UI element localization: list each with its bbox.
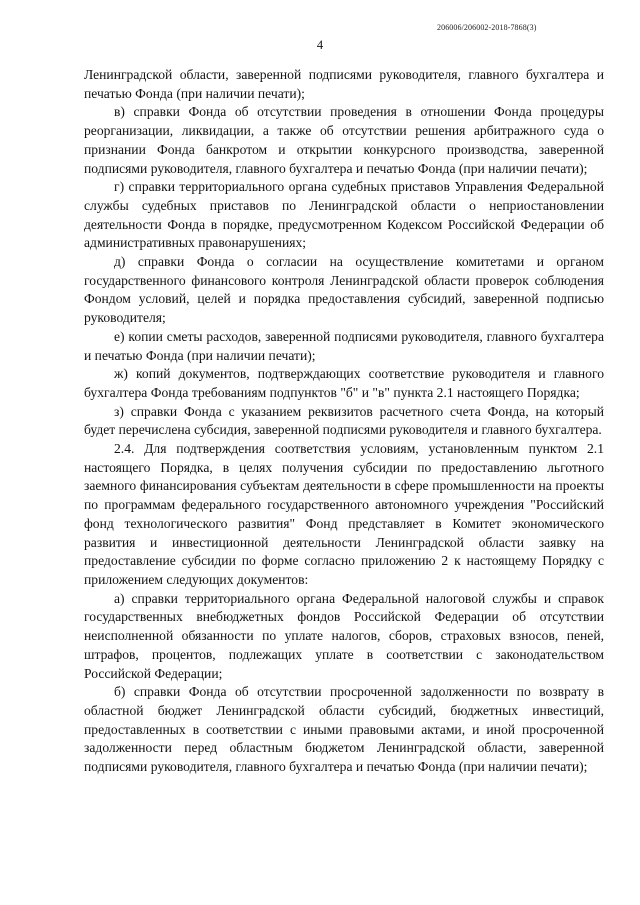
paragraph-item-v: в) справки Фонда об отсутствии проведения в отношении Фонда процедуры реорганизации, ликвидации, а также об отсутствии решения арбитражного суда о признании Фонда банкротом и открытии конкурсного производства, заверенной подписями руководителя, главного бухгалтера и печатью Фонда (при наличии печати);	[84, 104, 604, 176]
paragraph-item-d: д) справки Фонда о согласии на осуществление комитетами и органом государственного финансового контроля Ленинградской области проверок соблюдения Фондом условий, целей и порядка предоставления субсидий, заверенной подписью руководителя;	[84, 254, 604, 326]
paragraph-continuation: Ленинградской области, заверенной подписями руководителя, главного бухгалтера и печатью Фонда (при наличии печати);	[84, 67, 604, 101]
paragraph-item-g: г) справки территориального органа судебных приставов Управления Федеральной службы судебных приставов по Ленинградской области о неприостановлении деятельности Фонда в порядке, предусмотренном Кодексом Российской Федерации об административных правонарушениях;	[84, 179, 604, 251]
paragraph-item-z: з) справки Фонда с указанием реквизитов расчетного счета Фонда, на который будет перечислена субсидия, заверенной подписями руководителя и главного бухгалтера.	[84, 403, 604, 438]
paragraph-item-zh: ж) копий документов, подтверждающих соответствие руководителя и главного бухгалтера Фонда требованиям подпунктов "б" и "в" пункта 2.1 настоящего Порядка;	[84, 366, 604, 400]
paragraph-item-a: а) справки территориального органа Федеральной налоговой службы и справок государственных внебюджетных фондов Российской Федерации об отсутствии неисполненной обязанности по уплате налогов, сборов, страховых взносов, пеней, штрафов, процентов, подлежащих уплате в соответствии с законодательством Российской Федерации;	[84, 590, 604, 681]
document-body	[84, 66, 604, 777]
page-number: 4	[316, 38, 324, 52]
document-id: 206006/206002-2018-7868(3)	[437, 23, 537, 32]
paragraph-item-e: е) копии сметы расходов, заверенной подписями руководителя, главного бухгалтера и печатью Фонда (при наличии печати);	[84, 328, 604, 363]
paragraph-section-2-4: 2.4. Для подтверждения соответствия условиям, установленным пунктом 2.1 настоящего Порядка, в целях получения субсидии по предоставлению льготного заемного финансирования субъектам деятельности в сфере промышленности на проекты по программам федерального государственного автономного учреждения "Российский фонд технологического развития" Фонд представляет в Комитет экономического развития и инвестиционной деятельности Ленинградской области заявку на предоставление субсидии по форме согласно приложению 2 к настоящему Порядку с приложением следующих документов:	[84, 441, 604, 587]
paragraph-item-b: б) справки Фонда об отсутствии просроченной задолженности по возврату в областной бюджет Ленинградской области субсидий, бюджетных инвестиций, предоставленных в соответствии с иными правовыми актами, и иной просроченной задолженности перед областным бюджетом Ленинградской области, заверенной подписями руководителя, главного бухгалтера и печатью Фонда (при наличии печати);	[84, 684, 604, 775]
